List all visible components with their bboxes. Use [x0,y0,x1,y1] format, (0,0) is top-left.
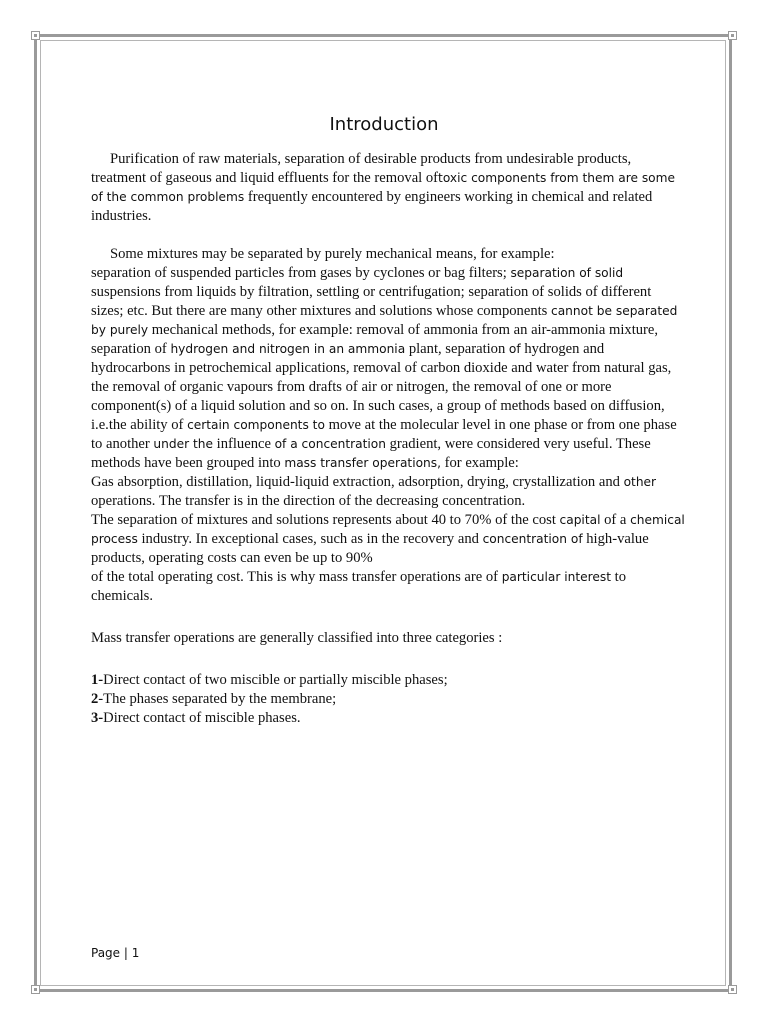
paragraph-cost: The separation of mixtures and solutions represents about 40 to 70% of the cost capital of a chemical process industry. In exceptional cases, such as in the recovery and concentration of high-value products, operating costs can even be up to 90% [91,512,685,566]
paragraph-interest: of the total operating cost. This is why mass transfer operations are of particular interest to chemicals. [91,569,626,604]
corner-ornament-top-left [31,31,40,40]
document-body [91,150,685,728]
list-item: 3-Direct contact of miscible phases. [91,710,301,726]
page-title: Introduction [329,114,439,135]
paragraph-intro: Purification of raw materials, separation of desirable products from undesirable products, treatment of gaseous and liquid effluents for the removal oftoxic components from them are some of the common problems frequently encountered by engineers working in chemical and related industries. [91,151,675,224]
paragraph-operations: Gas absorption, distillation, liquid-liquid extraction, adsorption, drying, crystallization and other operations. The transfer is in the direction of the decreasing concentration. [91,474,657,509]
corner-ornament-bottom-left [31,985,40,994]
corner-ornament-bottom-right [728,985,737,994]
page-footer: Page | 1 [91,946,140,960]
list-item: 1-Direct contact of two miscible or partially miscible phases; [91,672,448,688]
corner-ornament-top-right [728,31,737,40]
list-item: 2-The phases separated by the membrane; [91,691,337,707]
page-label: Page [91,946,121,960]
paragraph-mechanical-body: separation of suspended particles from gases by cyclones or bag filters; separation of solid suspensions from liquids by filtration, settling or centrifugation; separation of solids of different sizes; etc. But there are many other mixtures and solutions whose components cannot be separated by purely mechanical methods, for example: removal of ammonia from an air-ammonia mixture, separation of hydrogen and nitrogen in an ammonia plant, separation of hydrogen and hydrocarbons in petrochemical applications, removal of carbon dioxide and water from natural gas, the removal of organic vapours from drafts of air or nitrogen, the removal of one or more component(s) of a liquid solution and so on. In such cases, a group of methods based on diffusion, i.e.the ability of certain components to move at the molecular level in one phase or from one phase to another under the influence of a concentration gradient, were considered very useful. These methods have been grouped into mass transfer operations, for example: [91,265,678,471]
paragraph-categories: Mass transfer operations are generally classified into three categories : [91,630,503,646]
paragraph-mechanical-intro: Some mixtures may be separated by purely mechanical means, for example: [110,246,555,262]
page-number: 1 [131,946,140,960]
